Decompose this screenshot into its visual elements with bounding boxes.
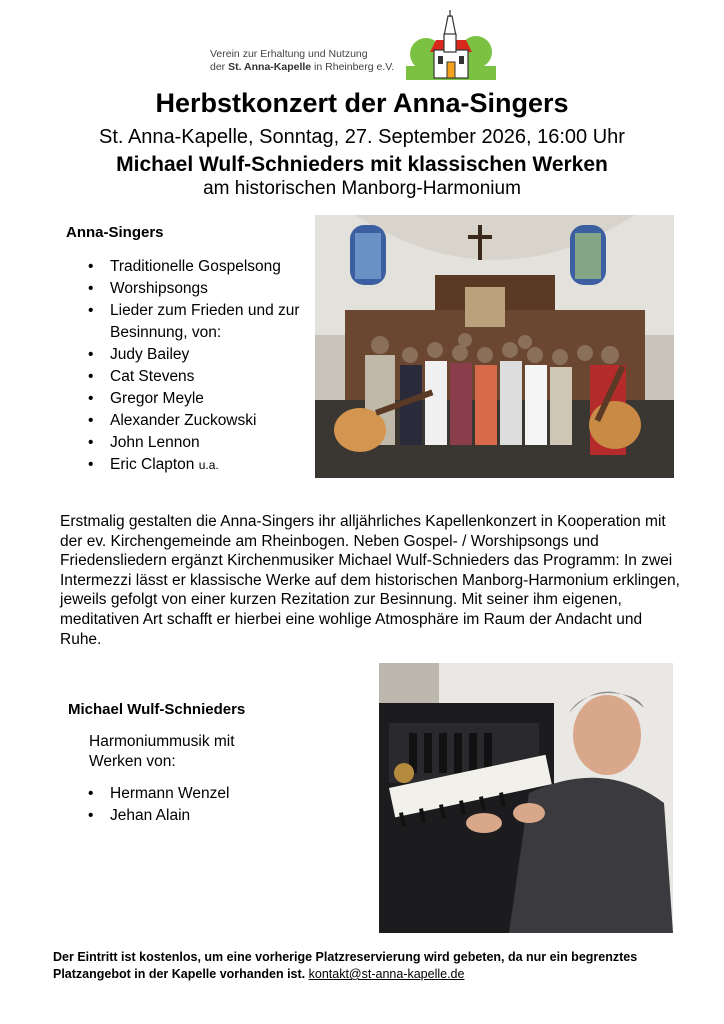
list-item: • Alexander Zuckowski <box>88 410 318 432</box>
footer-notice <box>53 949 683 983</box>
list-item: • Cat Stevens <box>88 366 318 388</box>
list-item: • Traditionelle Gospelsong <box>88 256 318 278</box>
singers-list <box>88 256 318 476</box>
list-item: • Judy Bailey <box>88 344 318 366</box>
footer-text: Der Eintritt ist kostenlos, um eine vorherige Platzreservierung wird gebeten, da nur ein begrenztes Platzangebot in der Kapelle vorhanden ist. <box>53 950 638 981</box>
list-suffix: u.a. <box>198 458 219 472</box>
singers-heading: Anna-Singers <box>66 224 164 241</box>
composers-list <box>88 783 338 827</box>
list-item: • Eric Clapton u.a. <box>88 454 318 476</box>
choir-photo <box>315 215 674 478</box>
chapel-logo-icon <box>406 10 496 88</box>
contact-email-link[interactable]: kontakt@st-anna-kapelle.de <box>308 967 465 981</box>
michael-intro: Harmoniummusik mit Werken von: <box>89 733 235 770</box>
page-title: Herbstkonzert der Anna-Singers <box>155 88 569 118</box>
logo-text-line1: Verein zur Erhaltung und Nutzung <box>210 48 368 60</box>
michael-heading: Michael Wulf-Schnieders <box>68 701 246 718</box>
organization-logo <box>206 10 496 88</box>
logo-text-line2: der St. Anna-Kapelle in Rheinberg e.V. <box>210 61 395 73</box>
harmonium-photo <box>379 663 673 933</box>
artist-line: Michael Wulf-Schnieders mit klassischen Werken <box>116 153 608 176</box>
list-item: • Gregor Meyle <box>88 388 318 410</box>
list-item: • Jehan Alain <box>88 805 338 827</box>
instrument-line: am historischen Manborg-Harmonium <box>203 178 521 199</box>
list-item: • Lieder zum Frieden und zur Besinnung, von: <box>88 300 318 344</box>
event-description: Erstmalig gestalten die Anna-Singers ihr alljährliches Kapellenkonzert in Kooperation mit der ev. Kirchengemeinde am Rheinbogen. Neben Gospel- / Worshipsongs und Friedensliedern ergänzt Kirchenmusiker Michael Wulf-Schnieders das Programm: In zwei Intermezzi lässt er klassische Werke auf dem historischen Manborg-Harmonium erklingen, jeweils gefolgt von einer kurzen Rezitation zur Besinnung. Mit seiner ihm eigenen, meditativen Art schafft er hierbei eine wohlige Atmosphäre im Raum der Andacht und Ruhe. <box>60 513 680 648</box>
event-date-line: St. Anna-Kapelle, Sonntag, 27. September 2026, 16:00 Uhr <box>99 126 625 148</box>
list-item: • John Lennon <box>88 432 318 454</box>
list-item: • Worshipsongs <box>88 278 318 300</box>
list-item: • Hermann Wenzel <box>88 783 338 805</box>
